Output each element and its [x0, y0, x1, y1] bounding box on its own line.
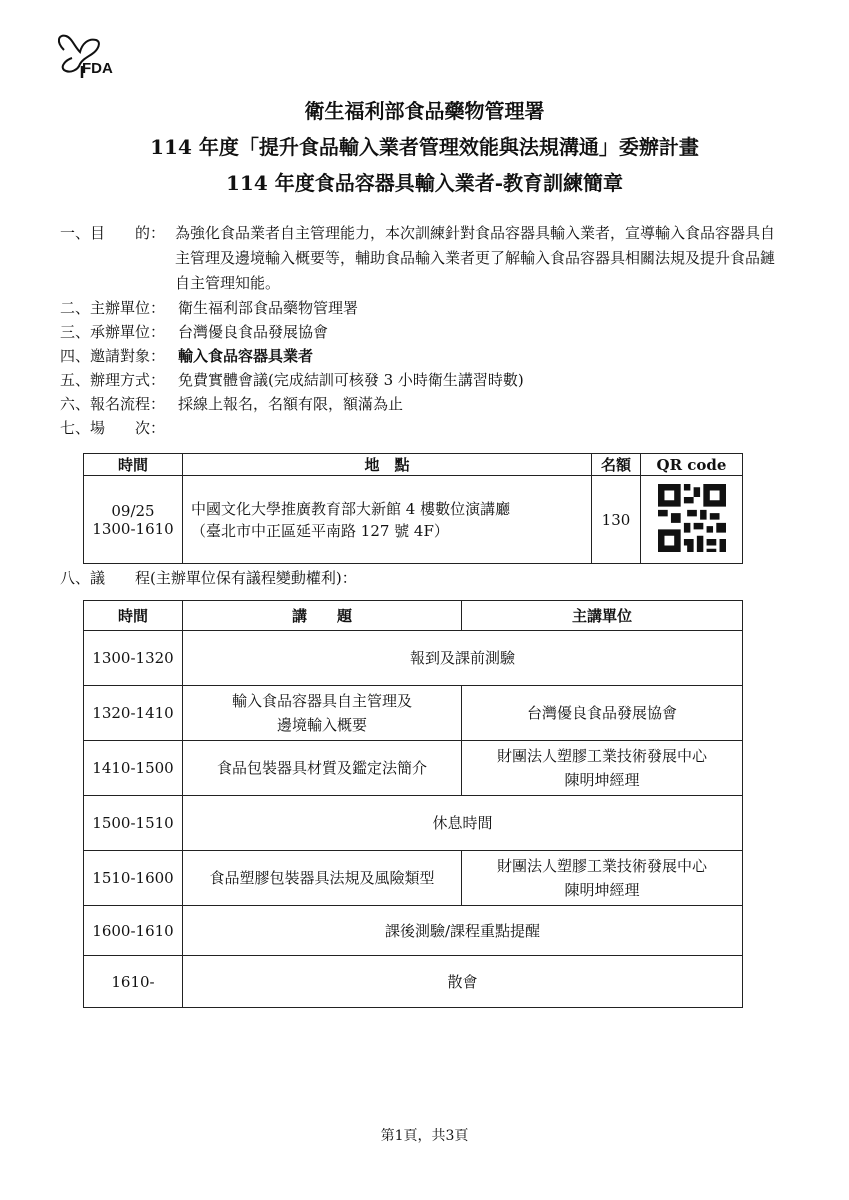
organizer-row: 二、主辦單位： 衛生福利部食品藥物管理署	[60, 299, 359, 317]
table-row	[84, 851, 743, 906]
qr-code-cell[interactable]	[641, 476, 743, 564]
agenda-topic: 課後測驗/課程重點提醒	[183, 906, 743, 956]
agenda-time: 1300-1320	[84, 631, 183, 686]
fda-logo-icon	[52, 30, 132, 86]
agenda-table	[83, 600, 743, 1008]
venue-time: 09/25 1300-1610	[84, 476, 183, 564]
agenda-time: 1500-1510	[84, 796, 183, 851]
venue-table	[83, 453, 743, 564]
venue-header-qr: QR code	[641, 454, 743, 476]
agenda-speaker: 台灣優良食品發展協會	[462, 686, 743, 741]
agenda-topic: 報到及課前測驗	[183, 631, 743, 686]
session-row: 七、場 次：	[60, 419, 166, 437]
agenda-topic: 休息時間	[183, 796, 743, 851]
venue-header-quota: 名額	[592, 454, 641, 476]
page-footer: 第1頁，共3頁	[380, 1128, 469, 1144]
audience-row: 四、邀請對象： 輸入食品容器具業者	[60, 347, 314, 365]
logo-text: FDA	[82, 60, 113, 77]
agenda-topic: 輸入食品容器具自主管理及 邊境輸入概要	[183, 686, 462, 741]
page-title: 衛生福利部食品藥物管理署	[304, 99, 545, 123]
agenda-label: 八、議 程(主辦單位保有議程變動權利)：	[60, 569, 357, 587]
venue-header-location: 地 點	[183, 454, 592, 476]
agenda-topic: 散會	[183, 956, 743, 1008]
agenda-time: 1410-1500	[84, 741, 183, 796]
qr-code-icon[interactable]	[656, 484, 728, 552]
table-row	[84, 631, 743, 686]
table-row	[84, 796, 743, 851]
table-row	[84, 686, 743, 741]
agenda-time: 1600-1610	[84, 906, 183, 956]
project-title: 114 年度「提升食品輸入業者管理效能與法規溝通」委辦計畫	[150, 135, 699, 159]
table-row	[84, 956, 743, 1008]
method-row: 五、辦理方式： 免費實體會議(完成結訓可核發 3 小時衛生講習時數)	[60, 371, 524, 389]
venue-quota: 130	[592, 476, 641, 564]
agenda-topic: 食品塑膠包裝器具法規及風險類型	[183, 851, 462, 906]
agenda-header-topic: 講 題	[183, 601, 462, 631]
venue-header-time: 時間	[84, 454, 183, 476]
agenda-header-time: 時間	[84, 601, 183, 631]
table-row	[84, 741, 743, 796]
agenda-speaker: 財團法人塑膠工業技術發展中心 陳明坤經理	[462, 741, 743, 796]
agenda-time: 1510-1600	[84, 851, 183, 906]
table-row	[84, 906, 743, 956]
objective-text: 為強化食品業者自主管理能力，本次訓練針對食品容器具輸入業者，宣導輸入食品容器具自主管理及邊境輸入概要等，輔助食品輸入業者更了解輸入食品容器具相關法規及提升食品鏈自主管理知能。	[175, 224, 776, 292]
objective-label: 一、目 的：	[60, 224, 166, 242]
agenda-speaker: 財團法人塑膠工業技術發展中心 陳明坤經理	[462, 851, 743, 906]
agenda-header-speaker: 主講單位	[462, 601, 743, 631]
agenda-time: 1320-1410	[84, 686, 183, 741]
executor-row: 三、承辦單位： 台灣優良食品發展協會	[60, 323, 329, 341]
agenda-topic: 食品包裝器具材質及鑑定法簡介	[183, 741, 462, 796]
register-row: 六、報名流程： 採線上報名，名額有限，額滿為止	[60, 395, 404, 413]
course-title: 114 年度食品容器具輸入業者-教育訓練簡章	[225, 171, 623, 195]
agenda-time: 1610-	[84, 956, 183, 1008]
venue-location: 中國文化大學推廣教育部大新館 4 樓數位演講廳 （臺北市中正區延平南路 127 號 4F）	[183, 476, 592, 564]
